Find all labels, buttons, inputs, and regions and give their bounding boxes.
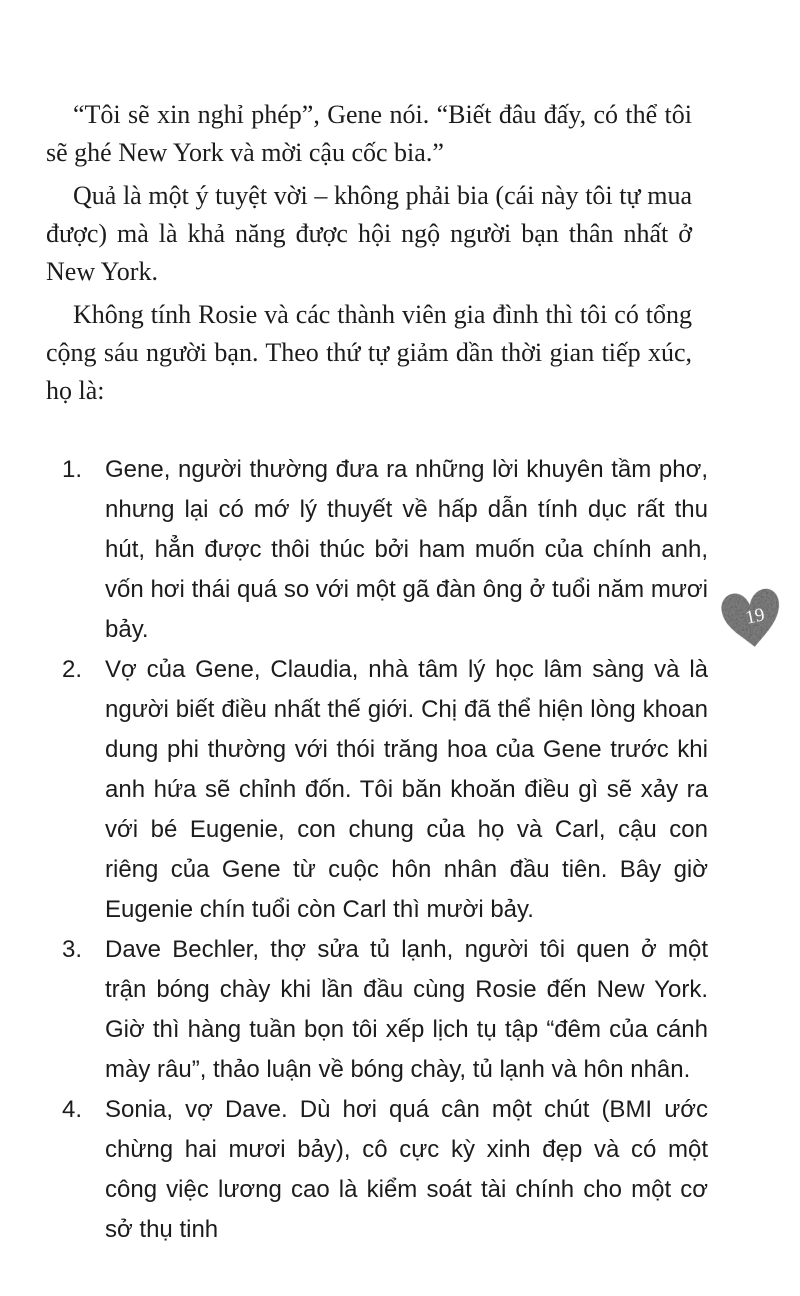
- list-item-text: Vợ của Gene, Claudia, nhà tâm lý học lâm sàng và là người biết điều nhất thế giới. Chị đã thể hiện lòng khoan dung phi thường với thói trăng hoa của Gene trước khi anh hứa sẽ chỉnh đốn. Tôi băn khoăn điều gì sẽ xảy ra với bé Eugenie, con chung của họ và Carl, cậu con riêng của Gene từ cuộc hôn nhân đầu tiên. Bây giờ Eugenie chín tuổi còn Carl thì mười bảy.: [105, 656, 708, 923]
- page-number: 19: [743, 604, 767, 629]
- page-body: [46, 96, 708, 1250]
- page-number-marker: [714, 578, 788, 654]
- list-item-4: [62, 1090, 708, 1250]
- list-item-text: Dave Bechler, thợ sửa tủ lạnh, người tôi quen ở một trận bóng chày khi lần đầu cùng Rosie đến New York. Giờ thì hàng tuần bọn tôi xếp lịch tụ tập “đêm của cánh mày râu”, thảo luận về bóng chày, tủ lạnh và hôn nhân.: [105, 936, 708, 1083]
- paragraph-1: “Tôi sẽ xin nghỉ phép”, Gene nói. “Biết đâu đấy, có thể tôi sẽ ghé New York và mời cậu cốc bia.”: [46, 100, 692, 167]
- paragraph-3: Không tính Rosie và các thành viên gia đình thì tôi có tổng cộng sáu người bạn. Theo thứ tự giảm dần thời gian tiếp xúc, họ là:: [46, 300, 692, 405]
- friend-list: [46, 450, 708, 1250]
- list-item-text: Sonia, vợ Dave. Dù hơi quá cân một chút (BMI ước chừng hai mươi bảy), cô cực kỳ xinh đẹp và có một công việc lương cao là kiểm soát tài chính cho một cơ sở thụ tinh: [105, 1096, 708, 1243]
- list-item-text: Gene, người thường đưa ra những lời khuyên tầm phơ, nhưng lại có mớ lý thuyết về hấp dẫn tính dục rất thu hút, hẳn được thôi thúc bởi ham muốn của chính anh, vốn hơi thái quá so với một gã đàn ông ở tuổi năm mươi bảy.: [105, 456, 708, 643]
- list-item-number: 1.: [62, 456, 83, 483]
- list-item-3: [62, 930, 708, 1090]
- list-item-number: 2.: [62, 656, 83, 683]
- list-item-1: [62, 450, 708, 650]
- paragraph-2: Quả là một ý tuyệt vời – không phải bia (cái này tôi tự mua được) mà là khả năng được hội ngộ người bạn thân nhất ở New York.: [46, 181, 692, 286]
- heart-icon: [714, 578, 788, 654]
- list-item-number: 4.: [62, 1096, 83, 1123]
- list-item-2: [62, 650, 708, 930]
- list-item-number: 3.: [62, 936, 83, 963]
